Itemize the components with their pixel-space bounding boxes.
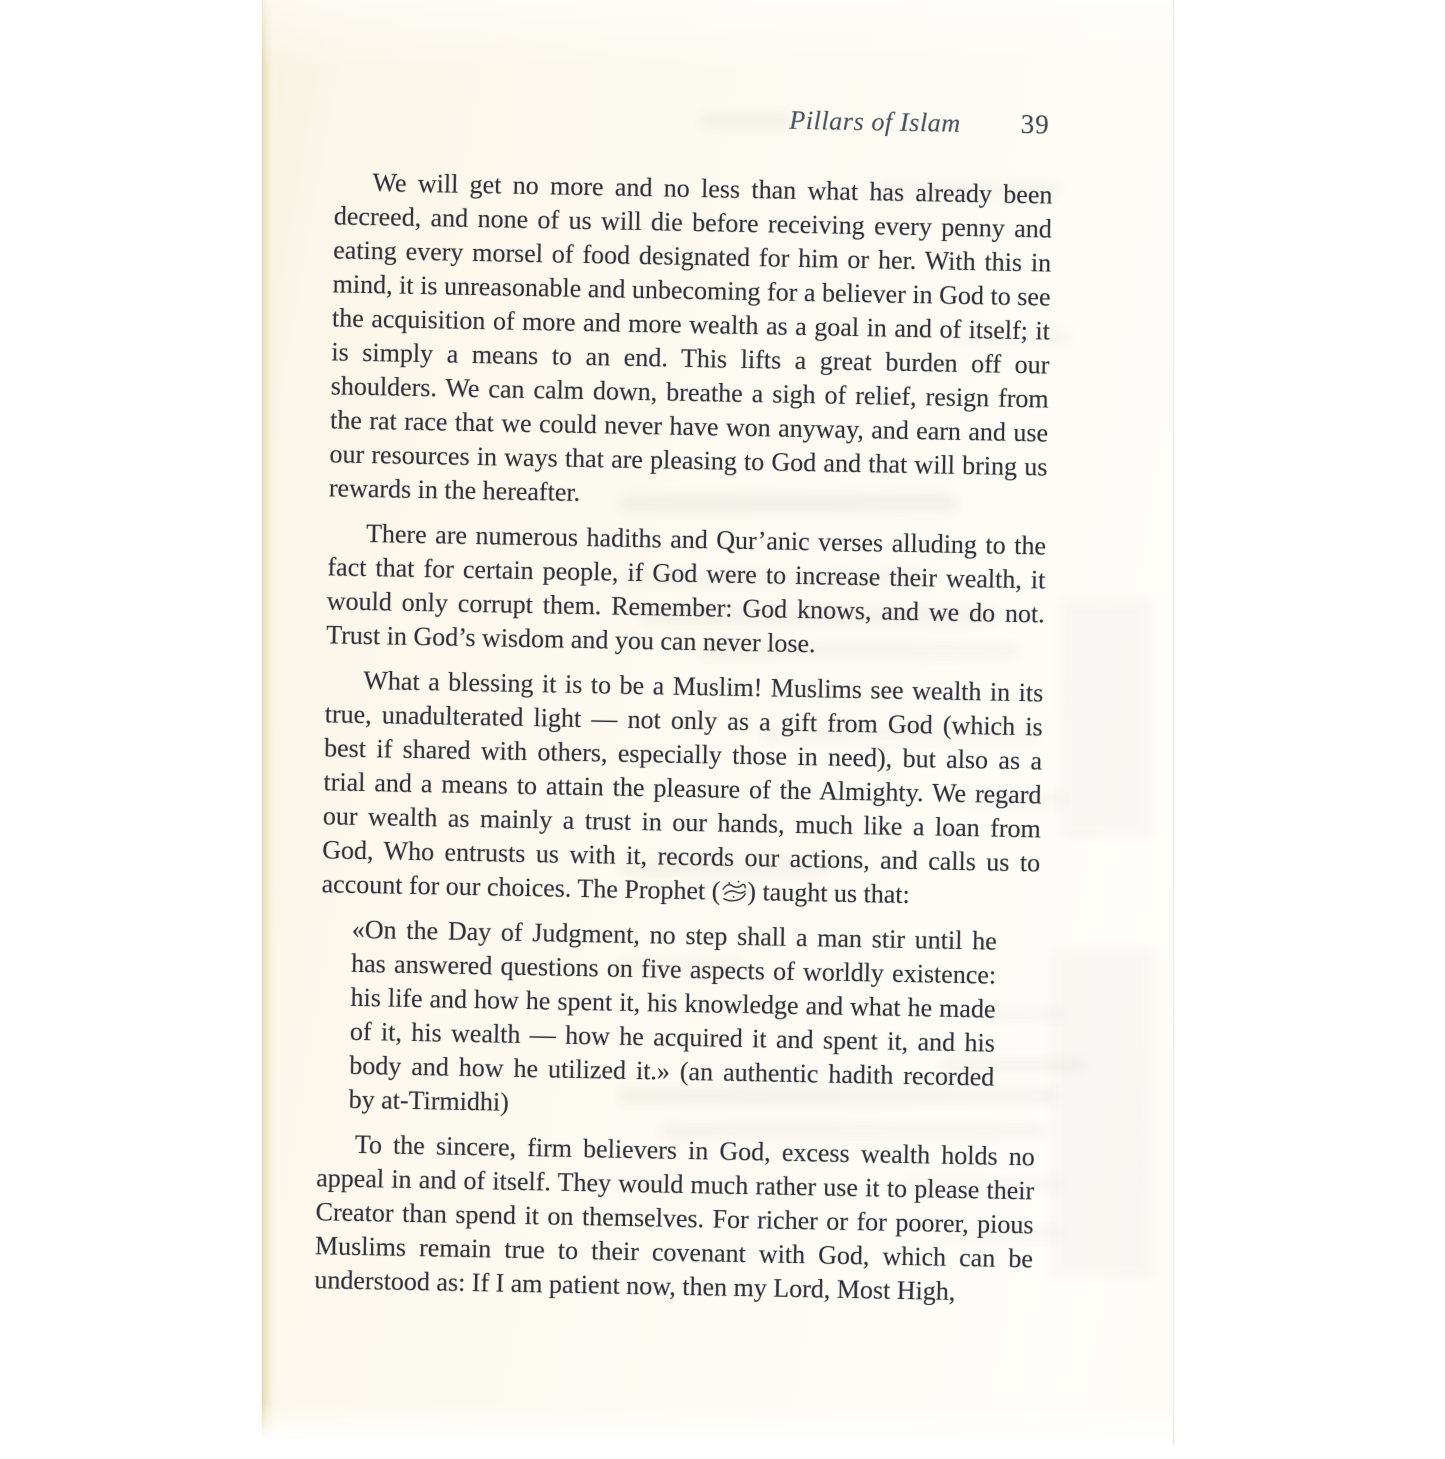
body-paragraph: What a blessing it is to be a Muslim! Muslims see wealth in its true, unadulterated light — not only as a gift from God (which is best if shared with others, especially those in need), but also as a trial and a means to attain the pleasure of the Almighty. We regard our wealth as mainly a trust in our hands, much like a loan from God, Who entrusts us with it, records our actions, and calls us to account for our choices. The Prophet ( ) taught us that: [321, 666, 1044, 910]
prophet-honorific-icon [720, 877, 748, 907]
body-paragraph: To the sincere, firm believers in God, excess wealth holds no appeal in and of itself. They would much rather use it to please their Creator than spend it on themselves. For richer or for poorer, pious Muslims remain true to their covenant with God, which can be understood as: If I am patient now, then my Lord, Most High, [314, 1129, 1036, 1306]
page-number: 39 [1020, 108, 1050, 140]
hadith-quote: «On the Day of Judgment, no step shall a man stir until he has answered questions on five aspects of worldly existence: his life and how he spent it, his knowledge and what he made of it, his wealth — how he acquired it and spent it, and his body and how he utilized it.» (an authentic hadith recorded by at-Tirmidhi) [348, 914, 997, 1117]
body-paragraph: We will get no more and no less than what has already been decreed, and none of us will die before receiving every penny and eating every morsel of food designated for him or her. With this in mind, it is unreasonable and unbecoming for a believer in God to see the acquisition of more and more wealth as a goal in and of itself; it is simply a means to an end. This lifts a great burden off our shoulders. We can calm down, breathe a sigh of relief, resign from the rat race that we could never have won anyway, and earn and use our resources in ways that are pleasing to God and that will bring us rewards in the hereafter. [328, 168, 1053, 507]
text-body [314, 165, 1053, 1321]
chapter-title: Pillars of Islam [789, 105, 961, 138]
running-head [338, 96, 1050, 140]
body-paragraph: There are numerous hadiths and Qur’anic verses alluding to the fact that for certain people, if God were to increase their wealth, it would only corrupt them. Remember: God knows, and we do not. Trust in God’s wisdom and you can never lose. [325, 519, 1047, 659]
